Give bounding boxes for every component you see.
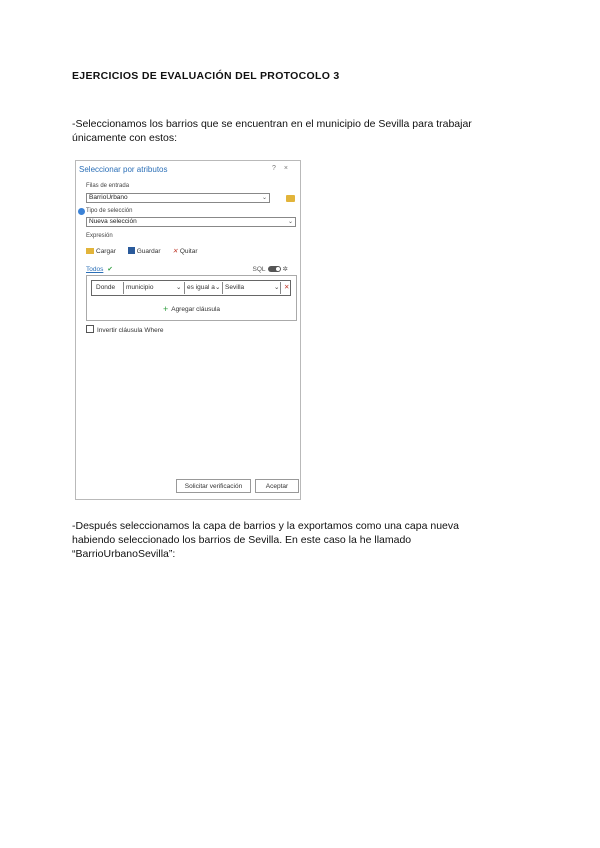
- input-rows-value: BarrioUrbano: [89, 194, 128, 201]
- chevron-down-icon: ⌄: [176, 284, 182, 291]
- field-select[interactable]: municipio: [126, 284, 154, 291]
- add-clause-label: Agregar cláusula: [171, 306, 221, 313]
- paragraph-1: [72, 117, 532, 145]
- input-rows-label: Filas de entrada: [86, 183, 130, 189]
- divider: [184, 282, 185, 294]
- invert-label: Invertir cláusula Where: [97, 327, 164, 334]
- select-by-attributes-dialog: [75, 160, 301, 500]
- paragraph-2-line-2: habiendo seleccionado los barrios de Sevilla. En este caso la he llamado: [72, 534, 412, 546]
- close-icon: ✕: [172, 248, 178, 255]
- todo-link[interactable]: Todos: [86, 266, 104, 273]
- paragraph-2-line-3: “BarrioUrbanoSevilla”:: [72, 548, 176, 560]
- checkbox-box: [86, 325, 94, 333]
- where-clause-row: [91, 280, 291, 296]
- chevron-down-icon: ⌄: [274, 284, 280, 291]
- invert-where-checkbox[interactable]: [86, 325, 163, 334]
- load-button[interactable]: Cargar: [86, 248, 116, 255]
- dialog-title: Seleccionar por atributos: [79, 165, 168, 174]
- remove-button[interactable]: ✕ Quitar: [172, 248, 198, 255]
- input-rows-select[interactable]: [86, 193, 270, 203]
- divider: [123, 282, 124, 294]
- dialog-controls: [272, 165, 296, 172]
- gear-icon[interactable]: ✲: [282, 266, 288, 273]
- save-button[interactable]: Guardar: [128, 248, 161, 255]
- info-icon: [78, 208, 85, 215]
- add-clause-button[interactable]: [87, 304, 296, 314]
- chevron-down-icon: ⌄: [287, 219, 293, 225]
- check-icon[interactable]: ✔: [107, 266, 113, 273]
- chevron-down-icon: ⌄: [215, 284, 221, 291]
- value-select[interactable]: Sevilla: [225, 284, 245, 291]
- operator-select[interactable]: es igual a: [187, 284, 215, 291]
- paragraph-2: [72, 519, 532, 561]
- plus-icon: +: [162, 304, 169, 314]
- expression-mode-row: [86, 265, 294, 273]
- paragraph-1-line-1: -Seleccionamos los barrios que se encuentran en el municipio de Sevilla para trabajar: [72, 118, 472, 130]
- clause-container: [86, 275, 297, 321]
- verify-button[interactable]: Solicitar verificación: [176, 479, 251, 493]
- save-icon: [128, 247, 135, 254]
- selection-type-label: Tipo de selección: [86, 208, 133, 214]
- folder-icon[interactable]: [286, 195, 295, 202]
- document-title: EJERCICIOS DE EVALUACIÓN DEL PROTOCOLO 3: [72, 70, 340, 82]
- folder-icon: [86, 248, 94, 254]
- chevron-down-icon: ⌄: [261, 195, 267, 201]
- selection-type-select[interactable]: [86, 217, 296, 227]
- accept-button[interactable]: Aceptar: [255, 479, 299, 493]
- divider: [280, 282, 281, 294]
- where-label: Donde: [96, 284, 116, 291]
- sql-toggle-group: [253, 265, 288, 273]
- delete-clause-icon[interactable]: ✕: [284, 284, 290, 291]
- expression-toolbar: [86, 247, 208, 255]
- close-icon[interactable]: ×: [283, 165, 296, 172]
- paragraph-1-line-2: únicamente con estos:: [72, 132, 178, 144]
- selection-type-value: Nueva selección: [89, 218, 137, 225]
- expression-label: Expresión: [86, 233, 113, 239]
- paragraph-2-line-1: -Después seleccionamos la capa de barrios y la exportamos como una capa nueva: [72, 520, 459, 532]
- divider: [222, 282, 223, 294]
- help-icon[interactable]: ?: [272, 165, 284, 172]
- sql-label: SQL: [252, 266, 266, 273]
- sql-toggle[interactable]: [268, 266, 281, 272]
